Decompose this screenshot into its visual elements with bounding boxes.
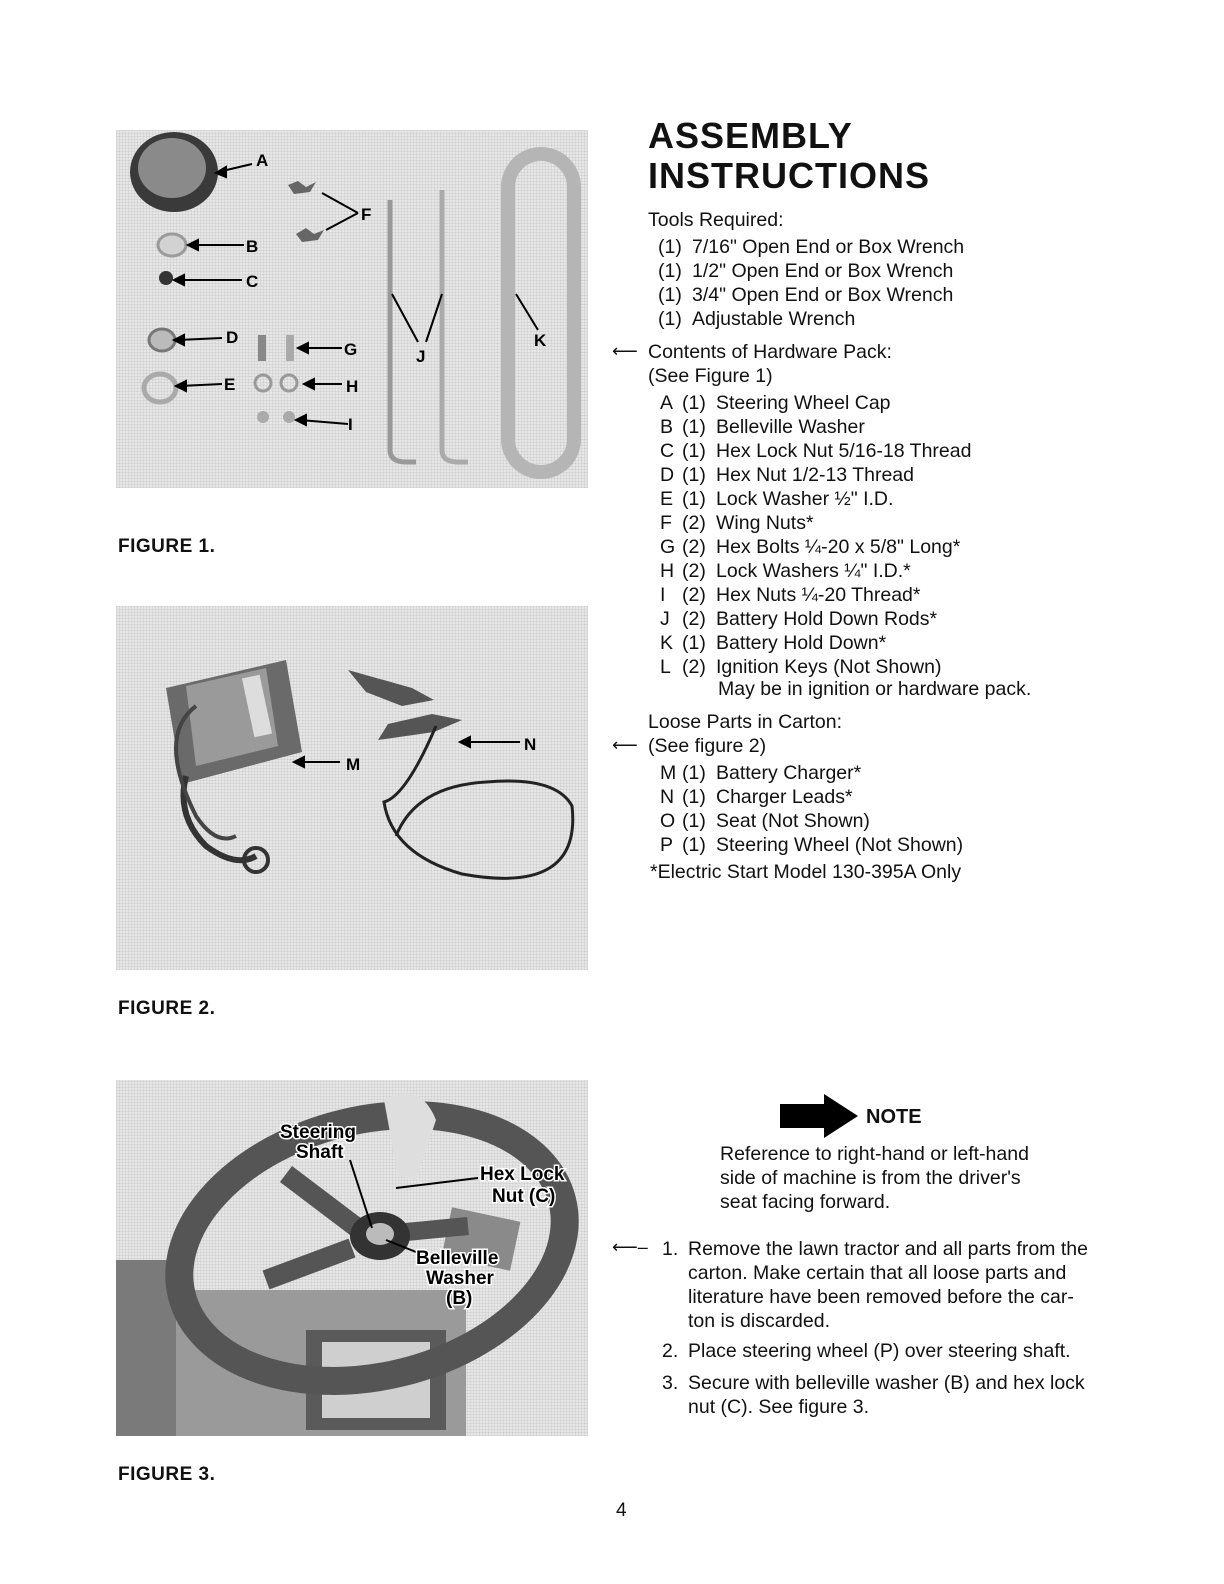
fig2-label-n: N [524, 735, 537, 754]
hardware-item-qty: (2) [682, 512, 706, 534]
hardware-item [660, 464, 914, 487]
loose-item-qty: (1) [682, 762, 706, 784]
step-line: Remove the lawn tractor and all parts from the [688, 1238, 1088, 1260]
step-line: literature have been removed before the car- [688, 1286, 1074, 1308]
loose-title: Loose Parts in Carton: [648, 711, 843, 733]
hardware-item-letter: A [660, 392, 674, 414]
figure-2-photo [116, 606, 588, 970]
loose-footnote: *Electric Start Model 130-395A Only [650, 861, 962, 883]
hardware-item-letter: G [660, 536, 676, 558]
hardware-item-letter: I [660, 584, 666, 606]
hardware-title: Contents of Hardware Pack: [648, 341, 892, 363]
hardware-item [660, 488, 893, 511]
hardware-item-qty: (2) [682, 608, 706, 630]
hardware-item-letter: H [660, 560, 675, 582]
hardware-item-text: Lock Washer ½" I.D. [716, 488, 894, 510]
note-arrow-icon [780, 1094, 860, 1138]
hardware-item-letter: L [660, 656, 671, 678]
hardware-item-text: Steering Wheel Cap [716, 392, 891, 414]
hardware-item [660, 656, 941, 679]
hardware-item-qty: (2) [682, 536, 706, 558]
fig1-label-k: K [534, 331, 547, 350]
hardware-item [660, 560, 911, 583]
margin-arrow-icon: ⟵ [612, 341, 638, 361]
hardware-item-qty: (1) [682, 488, 706, 510]
loose-ref: (See figure 2) [648, 735, 767, 757]
hardware-item-text: Battery Hold Down Rods* [716, 608, 938, 630]
hardware-item [660, 440, 971, 463]
hardware-item-qty: (1) [682, 392, 706, 414]
fig3-label-steering-1: Steering [280, 1122, 357, 1143]
figure-2-drawing [116, 606, 588, 970]
loose-item-letter: O [660, 810, 676, 832]
note-line: Reference to right-hand or left-hand [720, 1143, 1029, 1165]
hardware-item-text: Wing Nuts* [716, 512, 814, 534]
fig3-label-bel-3: (B) [446, 1288, 473, 1309]
hardware-item-text: Hex Bolts ¼-20 x 5/8" Long* [716, 536, 961, 558]
loose-item-letter: M [660, 762, 677, 784]
step-3 [662, 1371, 1142, 1419]
figure-1-drawing [116, 130, 588, 488]
figure-1-caption: FIGURE 1. [118, 536, 216, 557]
figure-3-drawing [116, 1080, 588, 1436]
hardware-item-text: Hex Nuts ¼-20 Thread* [716, 584, 921, 606]
tool-text: 1/2" Open End or Box Wrench [692, 260, 954, 282]
hardware-item-letter: J [660, 608, 670, 630]
loose-item-qty: (1) [682, 810, 706, 832]
hardware-item-text: Hex Nut 1/2-13 Thread [716, 464, 914, 486]
loose-item [660, 762, 861, 785]
fig3-label-bel-1: Belleville [416, 1248, 499, 1269]
hardware-item [660, 632, 886, 655]
loose-item [660, 810, 870, 833]
step-line: ton is discarded. [688, 1310, 830, 1332]
loose-item-text: Charger Leads* [716, 786, 853, 808]
step-number: 2. [662, 1340, 679, 1362]
loose-item-text: Steering Wheel (Not Shown) [716, 834, 964, 856]
loose-item-letter: P [660, 834, 674, 856]
fig1-label-d: D [226, 328, 239, 347]
fig1-label-e: E [224, 375, 236, 394]
hardware-item-text: Hex Lock Nut 5/16-18 Thread [716, 440, 972, 462]
hardware-item-qty: (2) [682, 656, 706, 678]
figure-1-photo [116, 130, 588, 488]
tool-text: Adjustable Wrench [692, 308, 856, 330]
fig1-label-h: H [346, 377, 359, 396]
fig1-label-c: C [246, 272, 259, 291]
figure-3-caption: FIGURE 3. [118, 1464, 216, 1485]
step-1 [662, 1237, 1142, 1333]
tool-qty: (1) [658, 236, 682, 258]
loose-item-qty: (1) [682, 786, 706, 808]
hardware-item-letter: D [660, 464, 675, 486]
hardware-item-text: Belleville Washer [716, 416, 865, 438]
step-2 [662, 1339, 1142, 1363]
hardware-item-text: Ignition Keys (Not Shown) [716, 656, 942, 678]
hardware-item-text: Lock Washers ¼" I.D.* [716, 560, 911, 582]
note-line: seat facing forward. [720, 1191, 891, 1213]
tools-title: Tools Required: [648, 209, 784, 231]
hardware-item-letter: C [660, 440, 675, 462]
fig3-label-bel-2: Washer [426, 1268, 494, 1289]
hardware-item-qty: (1) [682, 632, 706, 654]
figure-2-caption: FIGURE 2. [118, 998, 216, 1019]
hardware-item-qty: (1) [682, 440, 706, 462]
tool-qty: (1) [658, 284, 682, 306]
hardware-item-qty: (2) [682, 584, 706, 606]
step-number: 1. [662, 1238, 679, 1260]
hardware-ref: (See Figure 1) [648, 365, 773, 387]
hardware-note: May be in ignition or hardware pack. [718, 678, 1032, 700]
step-line: carton. Make certain that all loose parts and [688, 1262, 1067, 1284]
loose-item [660, 834, 963, 857]
tool-item [658, 236, 964, 259]
tool-text: 7/16" Open End or Box Wrench [692, 236, 965, 258]
tool-qty: (1) [658, 308, 682, 330]
hardware-item-letter: F [660, 512, 672, 534]
fig3-label-hex-1: Hex Lock [480, 1164, 565, 1185]
loose-item-text: Seat (Not Shown) [716, 810, 870, 832]
hardware-item [660, 536, 960, 559]
fig3-label-hex-2: Nut (C) [492, 1186, 556, 1207]
hardware-item-letter: K [660, 632, 674, 654]
page-title [648, 116, 930, 196]
fig1-label-j: J [416, 347, 426, 366]
margin-arrow-icon: ⟵– [612, 1237, 648, 1257]
fig1-label-g: G [344, 340, 358, 359]
note-label: NOTE [866, 1106, 922, 1128]
loose-item-text: Battery Charger* [716, 762, 862, 784]
hardware-item-qty: (1) [682, 416, 706, 438]
fig1-label-f: F [361, 205, 372, 224]
hardware-item-text: Battery Hold Down* [716, 632, 887, 654]
tool-qty: (1) [658, 260, 682, 282]
tool-item [658, 308, 855, 331]
fig1-label-b: B [246, 237, 259, 256]
hardware-item-letter: B [660, 416, 674, 438]
title-line-1: ASSEMBLY [648, 115, 853, 156]
fig1-label-i: I [348, 415, 353, 434]
hardware-item-qty: (2) [682, 560, 706, 582]
hardware-item [660, 512, 814, 535]
step-line: nut (C). See figure 3. [688, 1396, 870, 1418]
fig3-label-steering-2: Shaft [296, 1142, 344, 1163]
hardware-item [660, 416, 865, 439]
loose-item-letter: N [660, 786, 675, 808]
step-line: Secure with belleville washer (B) and hex lock [688, 1372, 1085, 1394]
loose-item [660, 786, 853, 809]
step-line: Place steering wheel (P) over steering shaft. [688, 1340, 1071, 1362]
hardware-item [660, 608, 937, 631]
hardware-item [660, 392, 891, 415]
tool-text: 3/4" Open End or Box Wrench [692, 284, 954, 306]
loose-item-qty: (1) [682, 834, 706, 856]
step-number: 3. [662, 1372, 679, 1394]
note-line: side of machine is from the driver's [720, 1167, 1021, 1189]
tool-item [658, 284, 953, 307]
figure-3-photo [116, 1080, 588, 1436]
title-line-2: INSTRUCTIONS [648, 155, 930, 196]
fig2-label-m: M [346, 755, 361, 774]
hardware-item-letter: E [660, 488, 674, 510]
tool-item [658, 260, 953, 283]
fig1-label-a: A [256, 151, 269, 170]
hardware-item [660, 584, 921, 607]
note-text [720, 1142, 1029, 1214]
page-number: 4 [616, 1500, 627, 1521]
hardware-item-qty: (1) [682, 464, 706, 486]
margin-arrow-icon: ⟵ [612, 735, 638, 755]
